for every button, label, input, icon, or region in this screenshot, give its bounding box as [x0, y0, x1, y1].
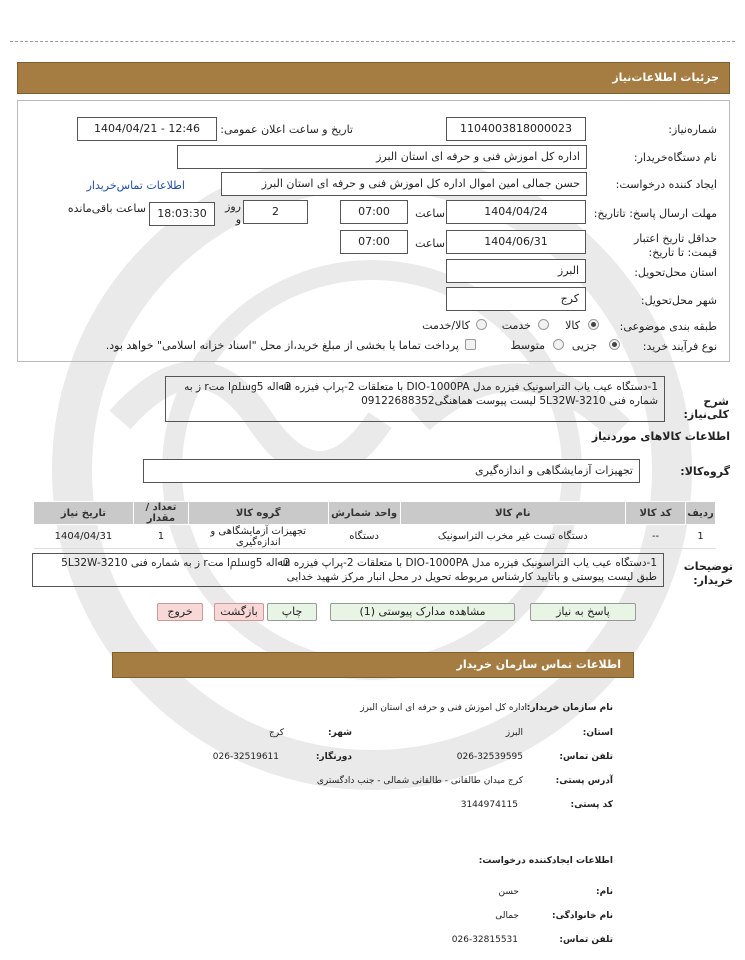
contact-org-label: نام سازمان خریدار:: [526, 703, 613, 713]
contact-city-label: شهر:: [328, 728, 352, 738]
buyer-notes-label: توضیحات خریدار:: [683, 560, 733, 587]
attachments-button[interactable]: مشاهده مدارک پیوستی (1): [330, 603, 515, 621]
goods-section-title: اطلاعات کالاهای موردنیاز: [591, 430, 730, 443]
contact-info-link[interactable]: اطلاعات تماس‌خریدار: [86, 179, 185, 192]
contact-postal-label: کد پستی:: [570, 800, 613, 810]
process-option-minor: جزیی: [571, 339, 597, 352]
page-title: جزئیات اطلاعات‌نیاز: [17, 62, 730, 94]
category-radio-both[interactable]: [476, 319, 487, 330]
days-label: روز و: [225, 200, 241, 226]
contact-province: البرز: [505, 728, 523, 738]
cell-date: 1404/04/31: [34, 525, 134, 549]
contact-address: کرج میدان طالقانی - طالقانی شمالی - جنب دادگستری: [316, 776, 523, 786]
col-qty: تعداد / مقدار: [133, 502, 188, 525]
cell-name: دستگاه تست غیر مخرب التراسونیک: [400, 525, 626, 549]
contact-city: کرج: [268, 728, 284, 738]
goods-group-label: گروه‌کالا:: [680, 465, 730, 478]
deadline-date-field[interactable]: 1404/04/24: [446, 200, 586, 224]
buyer-label: نام دستگاه‌خریدار:: [633, 151, 717, 164]
validity-time-field[interactable]: 07:00: [340, 230, 408, 254]
announce-field[interactable]: 1404/04/21 - 12:46: [77, 117, 217, 141]
buyer-field[interactable]: اداره کل اموزش فنی و حرفه ای استان البرز: [177, 145, 587, 169]
creator-info-title: اطلاعات ایجادکننده درخواست:: [478, 856, 613, 866]
validity-label: حداقل تاریخ اعتبار قیمت: تا تاریخ:: [633, 232, 717, 259]
top-divider: [10, 41, 735, 42]
creator-family-label: نام خانوادگی:: [551, 911, 613, 921]
table-row[interactable]: [34, 525, 716, 549]
delivery-province-label: استان محل‌تحویل:: [634, 266, 717, 279]
description-label: شرح کلی‌نیاز:: [683, 395, 729, 421]
goods-group-field[interactable]: تجهیزات آزمایشگاهی و اندازه‌گیری: [143, 459, 640, 483]
contact-address-label: آدرس پستی:: [555, 776, 613, 786]
col-row: ردیف: [686, 502, 716, 525]
category-option-goods: کالا: [565, 319, 580, 332]
goods-table: [33, 501, 716, 549]
need-number-field[interactable]: 1104003818000023: [446, 117, 586, 141]
goods-table-header: [34, 502, 716, 525]
col-code: کد کالا: [626, 502, 686, 525]
remaining-label: ساعت باقی‌مانده: [67, 202, 146, 215]
delivery-province-field[interactable]: البرز: [446, 259, 586, 283]
col-name: نام کالا: [400, 502, 626, 525]
announce-label: تاریخ و ساعت اعلان عمومی:: [220, 123, 353, 136]
col-date: تاریخ نیاز: [34, 502, 134, 525]
print-button[interactable]: چاپ: [267, 603, 317, 621]
contact-section-title: اطلاعات تماس سازمان خریدار: [112, 652, 634, 678]
contact-phone-label: تلفن تماس:: [559, 752, 613, 762]
cell-code: --: [626, 525, 686, 549]
contact-postal: 3144974115: [460, 800, 518, 810]
process-radio-minor[interactable]: [609, 339, 620, 350]
reply-button[interactable]: پاسخ به نیاز: [530, 603, 636, 621]
contact-phone: 026-32539595: [456, 752, 523, 762]
category-option-both: کالا/خدمت: [422, 319, 470, 332]
delivery-city-label: شهر محل‌تحویل:: [640, 294, 717, 307]
creator-phone-label: تلفن تماس:: [559, 935, 613, 945]
creator-name: حسن: [498, 887, 519, 897]
buyer-notes-field[interactable]: 1-دستگاه عیب یاب التراسونیک فیزره مدل DIO-1000PA با متعلقات 2-پراپ فیزره 2ﷲاله 5ﷸا متr ز به شماره فنی 5L32W-3210 طبق لیست پیوستی و باتایید کارشناس مربوطه تحویل در محل انبار مرکز شهید خدایی: [32, 553, 664, 587]
creator-field[interactable]: حسن جمالی امین اموال اداره کل اموزش فنی و حرفه ای استان البرز: [221, 172, 587, 196]
remaining-time-field[interactable]: 18:03:30: [149, 202, 215, 226]
contact-org: اداره کل اموزش فنی و حرفه ای استان البرز: [360, 703, 527, 713]
validity-date-field[interactable]: 1404/06/31: [446, 230, 586, 254]
category-radio-goods[interactable]: [588, 319, 599, 330]
exit-button[interactable]: خروج: [157, 603, 203, 621]
contact-fax: 026-32519611: [212, 752, 279, 762]
creator-phone: 026-32815531: [451, 935, 518, 945]
process-option-medium: متوسط: [510, 339, 545, 352]
creator-label: ایجاد کننده درخواست:: [615, 178, 717, 191]
category-label: طبقه بندی موضوعی:: [619, 320, 717, 333]
col-unit: واحد شمارش: [328, 502, 400, 525]
category-option-service: خدمت: [501, 319, 531, 332]
delivery-city-field[interactable]: کرج: [446, 287, 586, 311]
creator-name-label: نام:: [596, 887, 613, 897]
need-number-label: شماره‌نیاز:: [668, 123, 717, 136]
deadline-time-field[interactable]: 07:00: [340, 200, 408, 224]
cell-unit: دستگاه: [328, 525, 400, 549]
contact-fax-label: دورنگار:: [315, 752, 352, 762]
treasury-payment-note: پرداخت تماما یا بخشی از مبلغ خرید،از محل "اسناد خزانه اسلامی" خواهد بود.: [105, 339, 459, 352]
col-group: گروه کالا: [188, 502, 328, 525]
category-radio-service[interactable]: [538, 319, 549, 330]
deadline-label: مهلت ارسال پاسخ: تاتاریخ:: [593, 207, 717, 220]
days-field[interactable]: 2: [243, 200, 308, 224]
validity-time-label: ساعت: [415, 237, 445, 250]
cell-qty: 1: [133, 525, 188, 549]
process-radio-medium[interactable]: [553, 339, 564, 350]
description-field[interactable]: 1-دستگاه عیب یاب التراسونیک فیزره مدل DIO-1000PA با متعلقات 2-پراپ فیزره 2ﷲاله 5ﷸا متr ز به شماره فنی 5L32W-3210 لیست پیوست هماهنگی09122688352: [165, 376, 665, 422]
back-button[interactable]: بازگشت: [214, 603, 264, 621]
treasury-payment-checkbox[interactable]: [465, 339, 476, 350]
cell-row: 1: [686, 525, 716, 549]
cell-group: تجهیزات آزمایشگاهی و اندازه‌گیری: [188, 525, 328, 549]
contact-province-label: استان:: [582, 728, 613, 738]
creator-family: جمالی: [495, 911, 519, 921]
process-label: نوع فرآیند خرید:: [642, 340, 717, 353]
deadline-time-label: ساعت: [415, 207, 445, 220]
